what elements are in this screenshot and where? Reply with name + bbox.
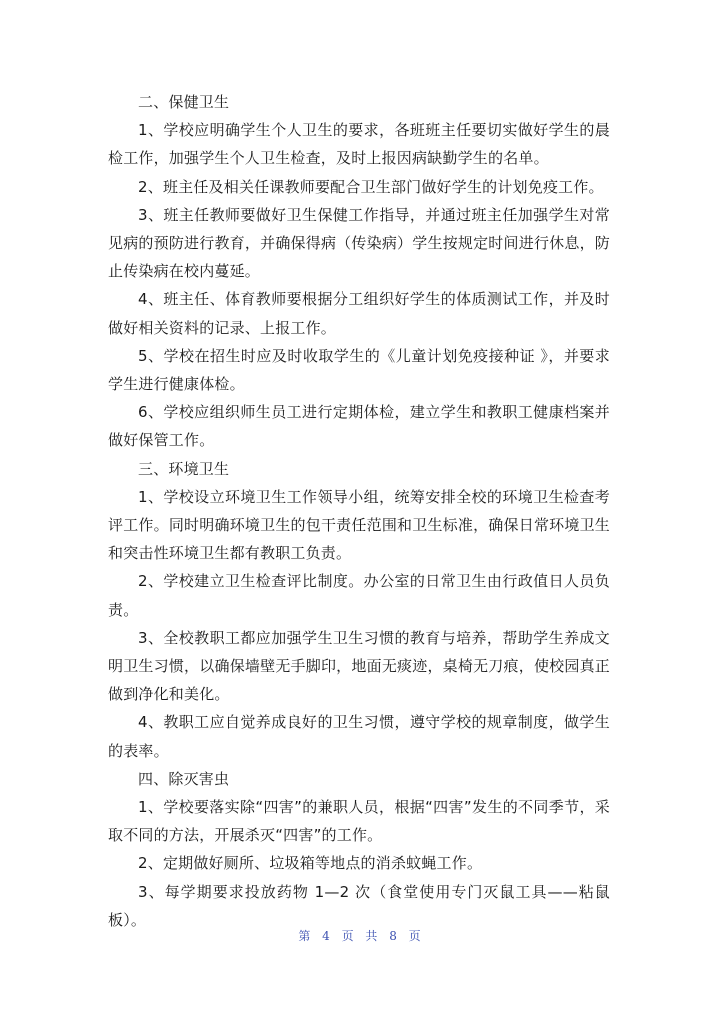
section-heading-pests: 四、除灭害虫 [138,769,230,788]
paragraph: 1、学校应明确学生个人卫生的要求，各班班主任要切实做好学生的晨检工作，加强学生个人卫生检查，及时上报因病缺勤学生的名单。 [108,121,610,168]
paragraph: 5、学校在招生时应及时收取学生的《儿童计划免疫接种证 》，并要求学生进行健康体检。 [108,346,610,394]
paragraph: 2、定期做好厕所、垃圾箱等地点的消杀蚊蝇工作。 [138,854,483,873]
page-number-footer: 第 4 页 共 8 页 [298,929,422,943]
paragraph: 2、班主任及相关任课教师要配合卫生部门做好学生的计划免疫工作。 [138,177,604,196]
paragraph: 1、学校要落实除“四害”的兼职人员，根据“四害”发生的不同季节，采取不同的方法，开展杀灭“四害”的工作。 [108,798,610,845]
paragraph: 6、学校应组织师生员工进行定期体检，建立学生和教职工健康档案并做好保管工作。 [108,403,610,450]
document-body [108,88,610,934]
paragraph: 4、教职工应自觉养成良好的卫生习惯，遵守学校的规章制度，做学生的表率。 [108,713,610,760]
section-heading-environment: 三、环境卫生 [138,459,230,478]
paragraph: 2、学校建立卫生检查评比制度。办公室的日常卫生由行政值日人员负责。 [108,572,610,619]
paragraph: 1、学校设立环境卫生工作领导小组，统筹安排全校的环境卫生检查考评工作。同时明确环境卫生的包干责任范围和卫生标准，确保日常环境卫生和突击性环境卫生都有教职工负责。 [108,487,610,563]
section-heading-health: 二、保健卫生 [138,93,230,111]
paragraph: 3、班主任教师要做好卫生保健工作指导，并通过班主任加强学生对常见病的预防进行教育，并确保得病（传染病）学生按规定时间进行休息，防止传染病在校内蔓延。 [108,205,610,281]
paragraph: 3、每学期要求投放药物 1—2 次（食堂使用专门灭鼠工具——粘鼠板）。 [108,882,610,929]
paragraph: 4、班主任、体育教师要根据分工组织好学生的体质测试工作，并及时做好相关资料的记录、上报工作。 [108,290,610,337]
paragraph: 3、全校教职工都应加强学生卫生习惯的教育与培养，帮助学生养成文明卫生习惯，以确保墙壁无手脚印，地面无痰迹，桌椅无刀痕，使校园真正做到净化和美化。 [108,628,610,704]
